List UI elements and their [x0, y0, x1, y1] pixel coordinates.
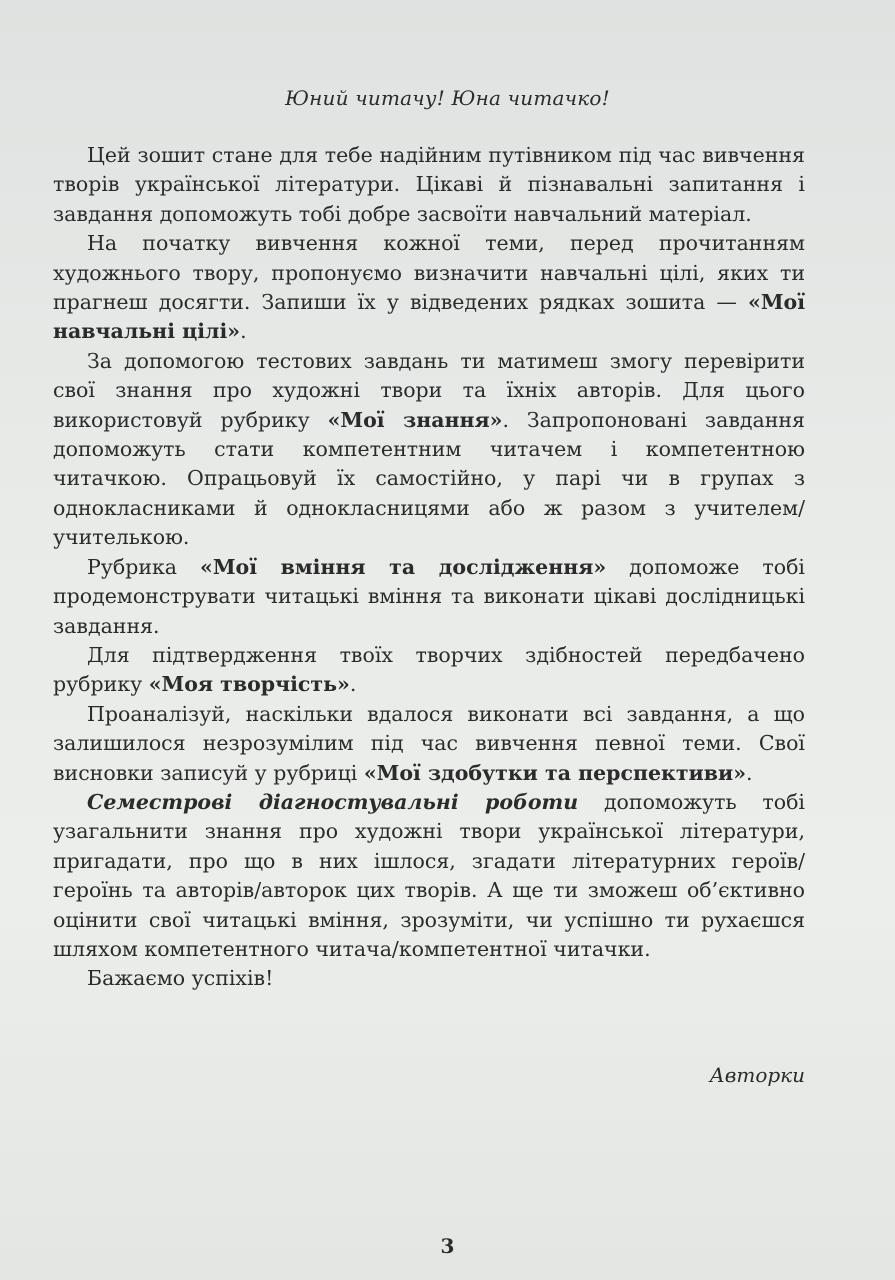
paragraph-text: На початку вивчення кожної теми, перед прочитанням художнього твору, пропонуємо визначити навчальні цілі, яких ти прагнеш досягти. Запиши їх у відведених рядках зошита —: [53, 231, 805, 315]
paragraph-wishes: [53, 964, 805, 993]
page-number: 3: [440, 1234, 455, 1258]
paragraph-text: .: [240, 319, 247, 344]
paragraph-intro: [53, 141, 805, 229]
paragraph-creativity: [53, 641, 805, 700]
paragraph-skills: [53, 553, 805, 641]
rubric-knowledge: «Мої знання»: [327, 407, 503, 432]
paragraph-text: Рубрика: [87, 554, 178, 579]
paragraph-text: . Запропоновані завдання допоможуть стати компетентним читачем і компетентною читачкою. Опрацьовуй їх самостійно, у парі чи в групах з однокласниками й однокласницями або ж разом з учителем/ учителькою.: [53, 407, 805, 550]
body-text: [53, 141, 805, 994]
rubric-learning-goals: «Мої навчальні цілі»: [53, 290, 805, 344]
paragraph-text: Цей зошит стане для тебе надійним путівником під час вивчення творів української літератури. Цікаві й пізнавальні запитання і завдання допоможуть тобі добре засвоїти навчальний матеріал.: [53, 143, 805, 226]
paragraph-learning-goals: [53, 229, 805, 347]
greeting-heading: Юний читачу! Юна читачко!: [285, 86, 610, 110]
paragraph-semester-work: [53, 788, 805, 964]
paragraph-text: .: [349, 672, 357, 697]
paragraph-text: допоможуть тобі узагальнити знання про художні твори української літератури, пригадати, про що в них ішлося, згадати літературних героїв/героїнь та авторів/авторок цих творів. А ще ти зможеш об’єктивно оцінити свої читацькі вміння, зрозуміти, чи успішно ти рухаєшся шляхом компетентного читача/компетентної читачки.: [53, 789, 805, 961]
paragraph-text: .: [746, 760, 753, 785]
paragraph-knowledge: [53, 347, 805, 553]
paragraph-text: допоможе тобі продемонструвати читацькі вміння та виконати цікаві дослідницькі завдання.: [53, 554, 805, 638]
rubric-achievements: «Мої здобутки та перспективи»: [363, 760, 747, 785]
paragraph-text: Проаналізуй, наскільки вдалося виконати всі завдання, а що залишилося незрозумілим під час вивчення певної теми. Свої висновки записуй у рубриці: [53, 701, 805, 785]
rubric-semester-diagnostics: Семестрові діагностувальні роботи: [87, 789, 579, 814]
paragraph-text: За допомогою тестових завдань ти матимеш змогу перевірити свої знання про художні твори та їхніх авторів. Для цього використовуй рубрику: [53, 348, 805, 432]
rubric-skills-research: «Мої вміння та дослідження»: [200, 554, 607, 579]
authors-signature: Авторки: [709, 1063, 805, 1087]
paragraph-text: Бажаємо успіхів!: [87, 966, 274, 991]
paragraph-text: Для підтвердження твоїх творчих здібностей передбачено рубрику: [53, 642, 805, 697]
paragraph-achievements: [53, 700, 805, 788]
rubric-creativity: «Моя творчість»: [148, 672, 350, 697]
